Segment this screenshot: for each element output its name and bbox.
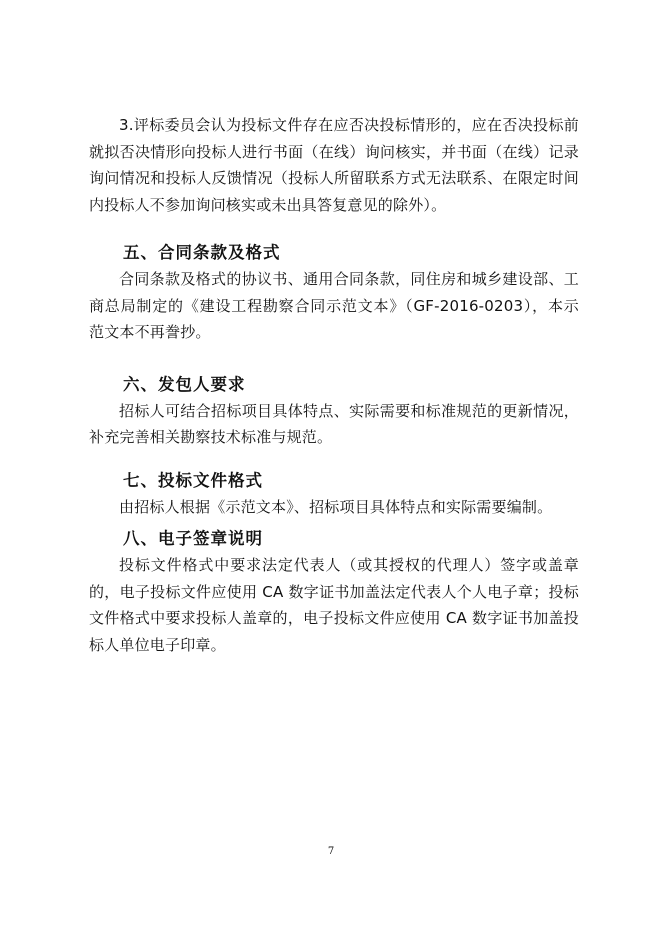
section-heading-bid-format: 七、投标文件格式 [123, 470, 263, 490]
section-heading-employer-requirements: 六、发包人要求 [123, 374, 246, 394]
e-signature-paragraph: 投标文件格式中要求法定代表人（或其授权的代理人）签字或盖章的，电子投标文件应使用 CA 数字证书加盖法定代表人个人电子章；投标文件格式中要求投标人盖章的，电子投标文件应使用 CA 数字证书加盖投标人单位电子印章。 [89, 556, 579, 654]
evaluation-paragraph: 3.评标委员会认为投标文件存在应否决投标情形的，应在否决投标前就拟否决情形向投标人进行书面（在线）询问核实，并书面（在线）记录询问情况和投标人反馈情况（投标人所留联系方式无法联系、在限定时间内投标人不参加询问核实或未出具答复意见的除外）。 [89, 116, 579, 214]
document-body [89, 112, 579, 658]
section-heading-contract-terms: 五、合同条款及格式 [123, 243, 281, 262]
section-heading-e-signature: 八、电子签章说明 [123, 529, 263, 548]
bid-format-paragraph: 由招标人根据《示范文本》、招标项目具体特点和实际需要编制。 [119, 497, 553, 516]
employer-requirements-paragraph: 招标人可结合招标项目具体特点、实际需要和标准规范的更新情况，补充完善相关勘察技术标准与规范。 [89, 401, 579, 446]
contract-terms-paragraph: 合同条款及格式的协议书、通用合同条款，同住房和城乡建设部、工商总局制定的《建设工程勘察合同示范文本》（GF-2016-0203），本示范文本不再誊抄。 [89, 270, 579, 341]
page-number: 7 [327, 846, 335, 857]
